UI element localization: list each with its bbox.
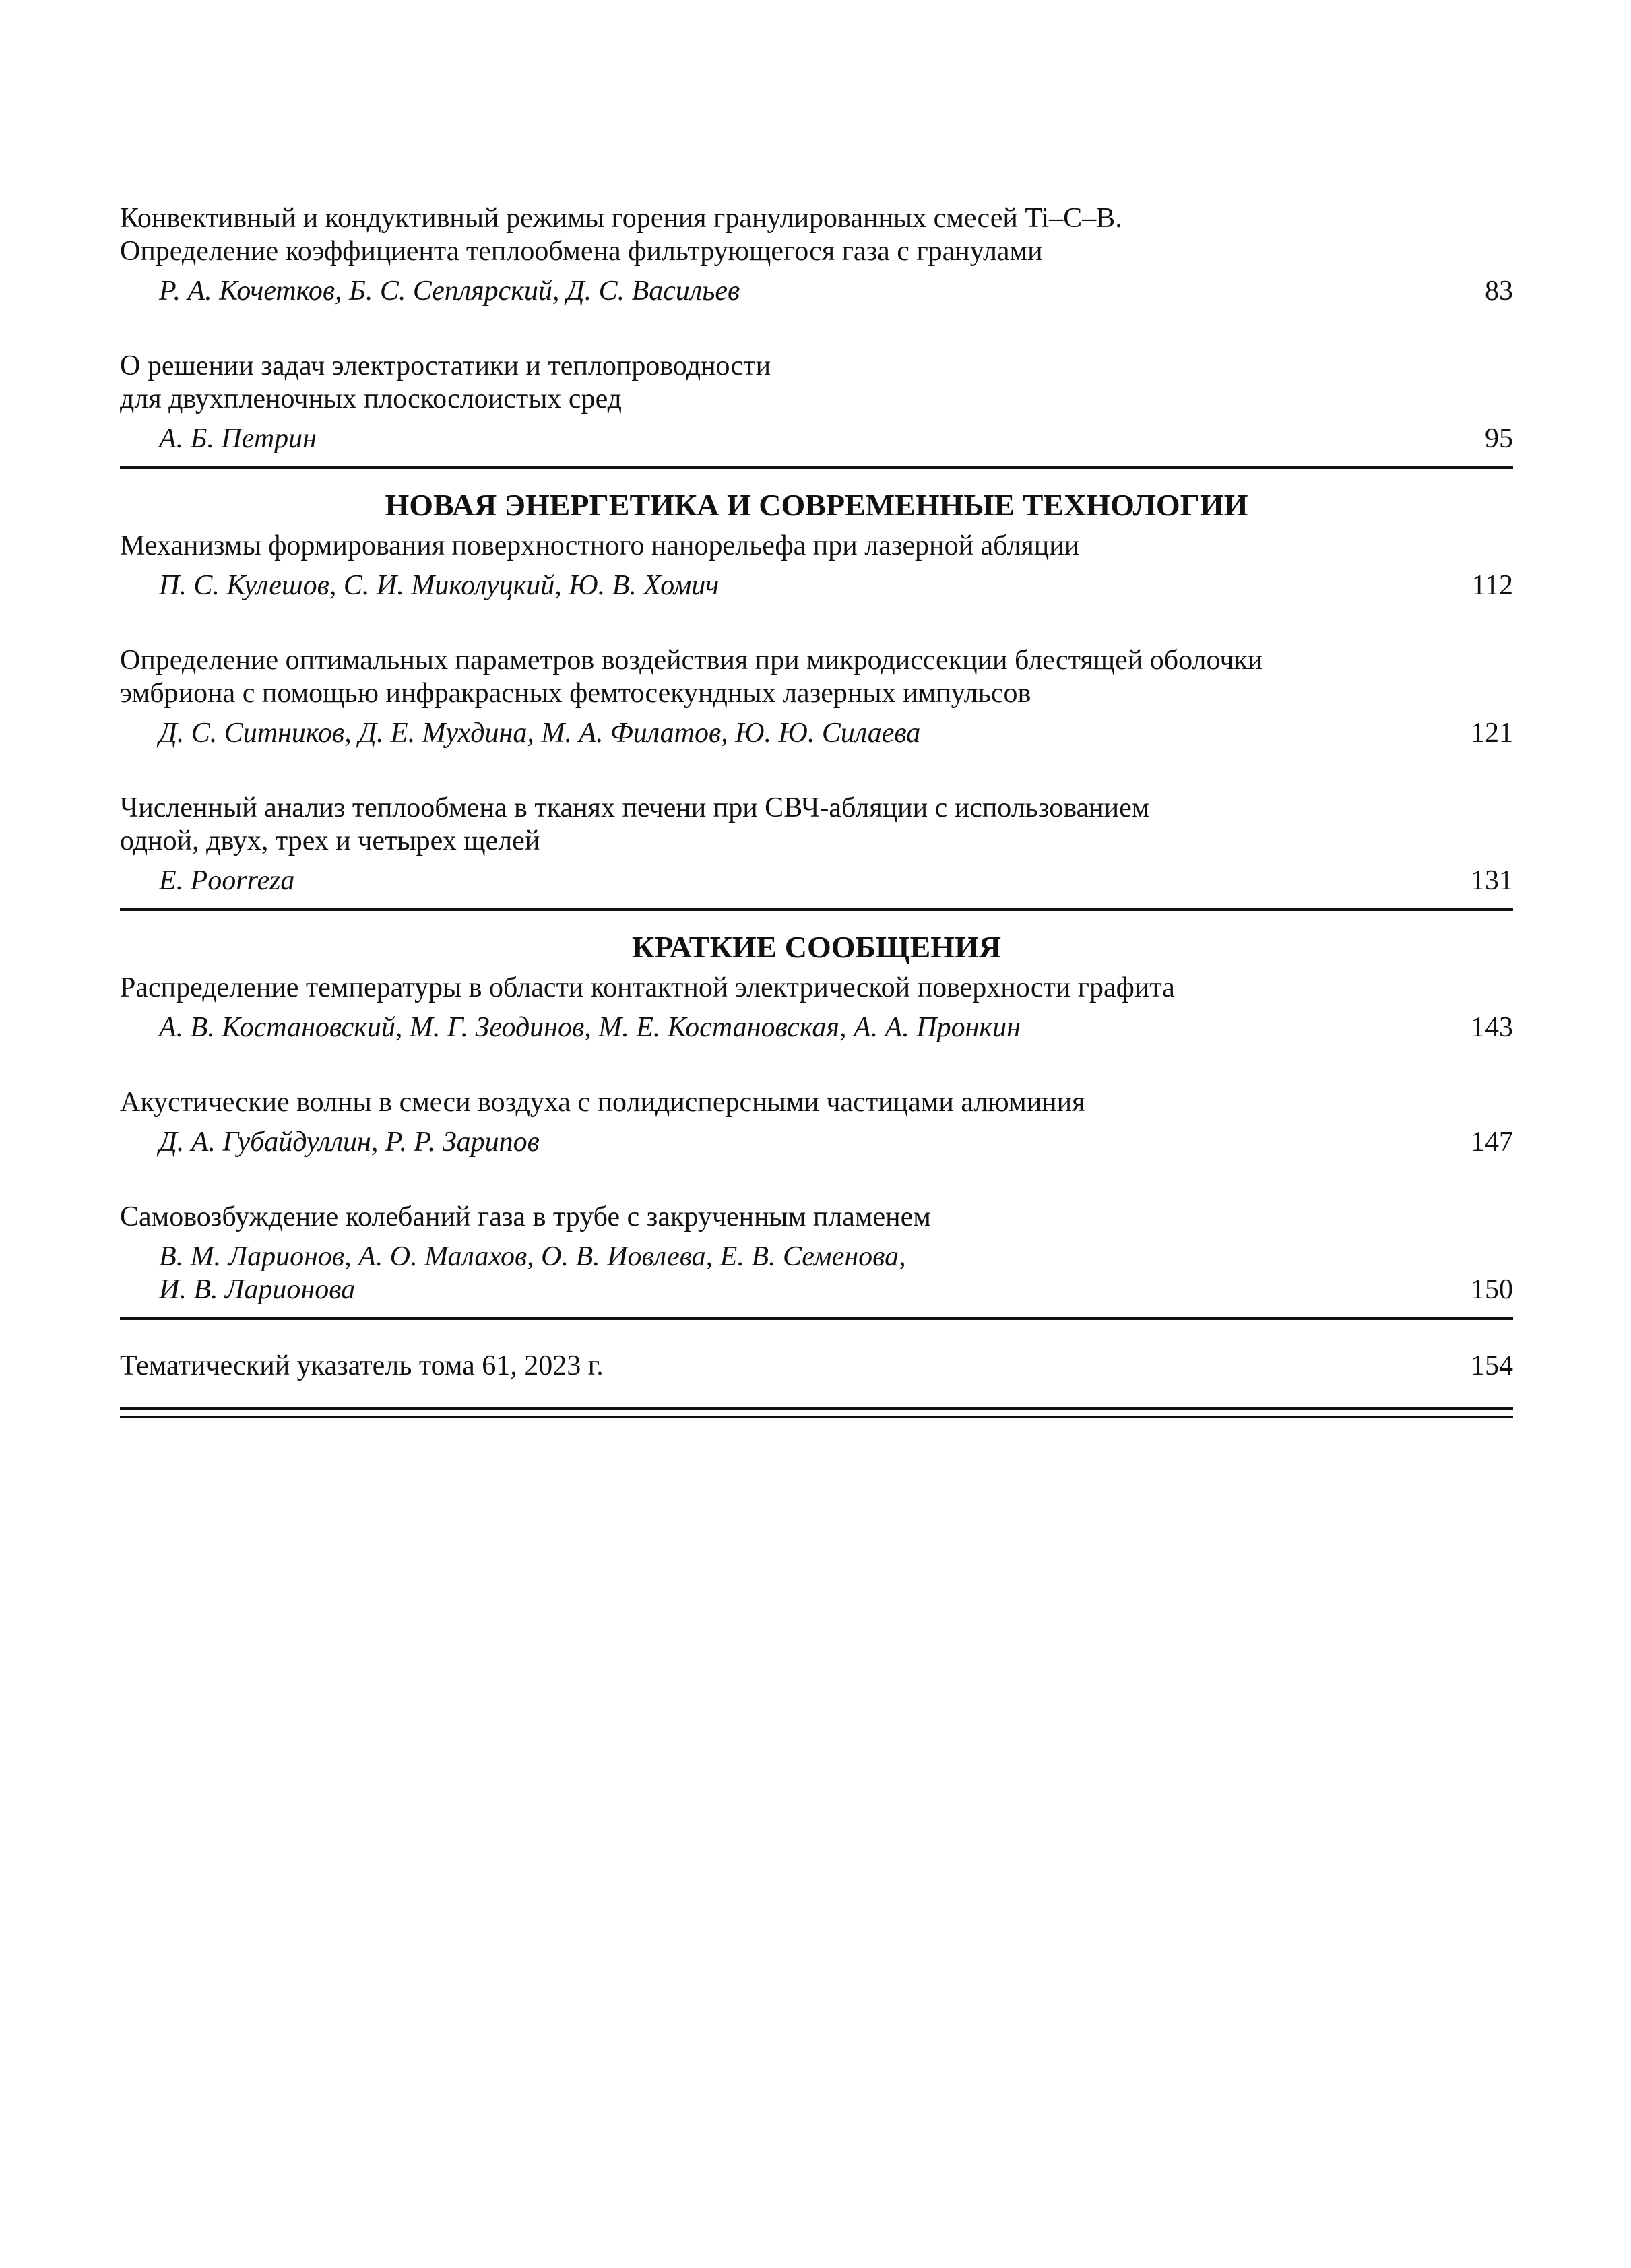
entry-title-line: одной, двух, трех и четырех щелей [120,825,540,856]
entry-title-line: Определение коэффициента теплообмена фильтрующегося газа с гранулами [120,236,1043,267]
entry-title-line: Распределение температуры в области контактной электрической поверхности графита [120,972,1175,1003]
section-divider [120,1317,1513,1320]
toc-entry[interactable] [120,792,1513,897]
toc-entry[interactable] [120,972,1513,1044]
entry-authors-row [120,569,1513,602]
entry-author-line: E. Poorreza [159,865,295,896]
entry-page-number: 143 [1471,1012,1513,1043]
entry-authors [120,1011,1021,1044]
entry-page-number: 112 [1471,570,1513,601]
entry-page-number: 83 [1485,276,1513,307]
entry-page-number: 121 [1471,718,1513,749]
entry-authors-row [120,1011,1513,1044]
entry-authors [120,1240,906,1306]
entry-title-line: Акустические волны в смеси воздуха с полидисперсными частицами алюминия [120,1087,1085,1118]
entry-author-line: Р. А. Кочетков, Б. С. Сеплярский, Д. С. Васильев [159,276,740,307]
entry-author-line: Д. С. Ситников, Д. Е. Мухдина, М. А. Филатов, Ю. Ю. Силаева [159,718,921,749]
entry-page-number: 150 [1471,1274,1513,1305]
entry-authors [120,275,740,308]
toc-entry[interactable] [120,1086,1513,1159]
toc-section-short-communications [120,930,1513,1306]
toc-entry-index[interactable] [120,1350,1513,1383]
toc-section-continued [120,202,1513,455]
section-heading: КРАТКИЕ СООБЩЕНИЯ [632,930,1001,964]
entry-page-number: 154 [1471,1350,1513,1381]
entry-authors-row [120,275,1513,308]
toc-entry[interactable] [120,530,1513,602]
entry-authors-row [120,422,1513,455]
entry-page-number: 95 [1485,423,1513,454]
entry-page-number: 147 [1471,1127,1513,1158]
toc-entry[interactable] [120,644,1513,750]
entry-authors [120,864,294,897]
toc-entry[interactable] [120,1201,1513,1306]
index-label: Тематический указатель тома 61, 2023 г. [120,1350,604,1381]
entry-page-number: 131 [1471,865,1513,896]
entry-authors-row [120,1240,1513,1306]
toc-entry[interactable] [120,350,1513,455]
entry-author-line: Д. А. Губайдуллин, Р. Р. Зарипов [159,1127,540,1158]
entry-authors-row [120,864,1513,897]
entry-title-line: для двухпленочных плоскослоистых сред [120,383,622,414]
entry-title-line: Конвективный и кондуктивный режимы горения гранулированных смесей Ti–C–B. [120,203,1122,234]
closing-double-rule [120,1407,1513,1418]
entry-author-line: А. В. Костановский, М. Г. Зеодинов, М. Е. Костановская, А. А. Пронкин [159,1012,1021,1043]
entry-author-line: П. С. Кулешов, С. И. Миколуцкий, Ю. В. Хомич [159,570,719,601]
entry-author-line: В. М. Ларионов, А. О. Малахов, О. В. Иовлева, Е. В. Семенова, [159,1241,906,1272]
section-divider [120,466,1513,469]
entry-title-line: Численный анализ теплообмена в тканях печени при СВЧ-абляции с использованием [120,792,1150,823]
entry-title-line: Определение оптимальных параметров воздействия при микродиссекции блестящей оболочки [120,645,1263,676]
section-heading: НОВАЯ ЭНЕРГЕТИКА И СОВРЕМЕННЫЕ ТЕХНОЛОГИИ [385,488,1248,522]
toc-entry[interactable] [120,202,1513,308]
entry-authors [120,422,317,455]
entry-author-line: А. Б. Петрин [159,423,317,454]
entry-title-line: Механизмы формирования поверхностного нанорельефа при лазерной абляции [120,530,1080,561]
entry-authors [120,717,920,750]
section-divider [120,908,1513,911]
entry-authors-row [120,717,1513,750]
entry-title-line: Самовозбуждение колебаний газа в трубе с закрученным пламенем [120,1201,931,1232]
table-of-contents [120,202,1513,1418]
entry-title-line: О решении задач электростатики и теплопроводности [120,350,771,381]
entry-title-line: эмбриона с помощью инфракрасных фемтосекундных лазерных импульсов [120,678,1031,709]
toc-section-new-energy [120,488,1513,897]
entry-author-line: И. В. Ларионова [159,1274,356,1305]
entry-authors-row [120,1126,1513,1159]
entry-authors [120,1126,540,1159]
entry-authors [120,569,719,602]
